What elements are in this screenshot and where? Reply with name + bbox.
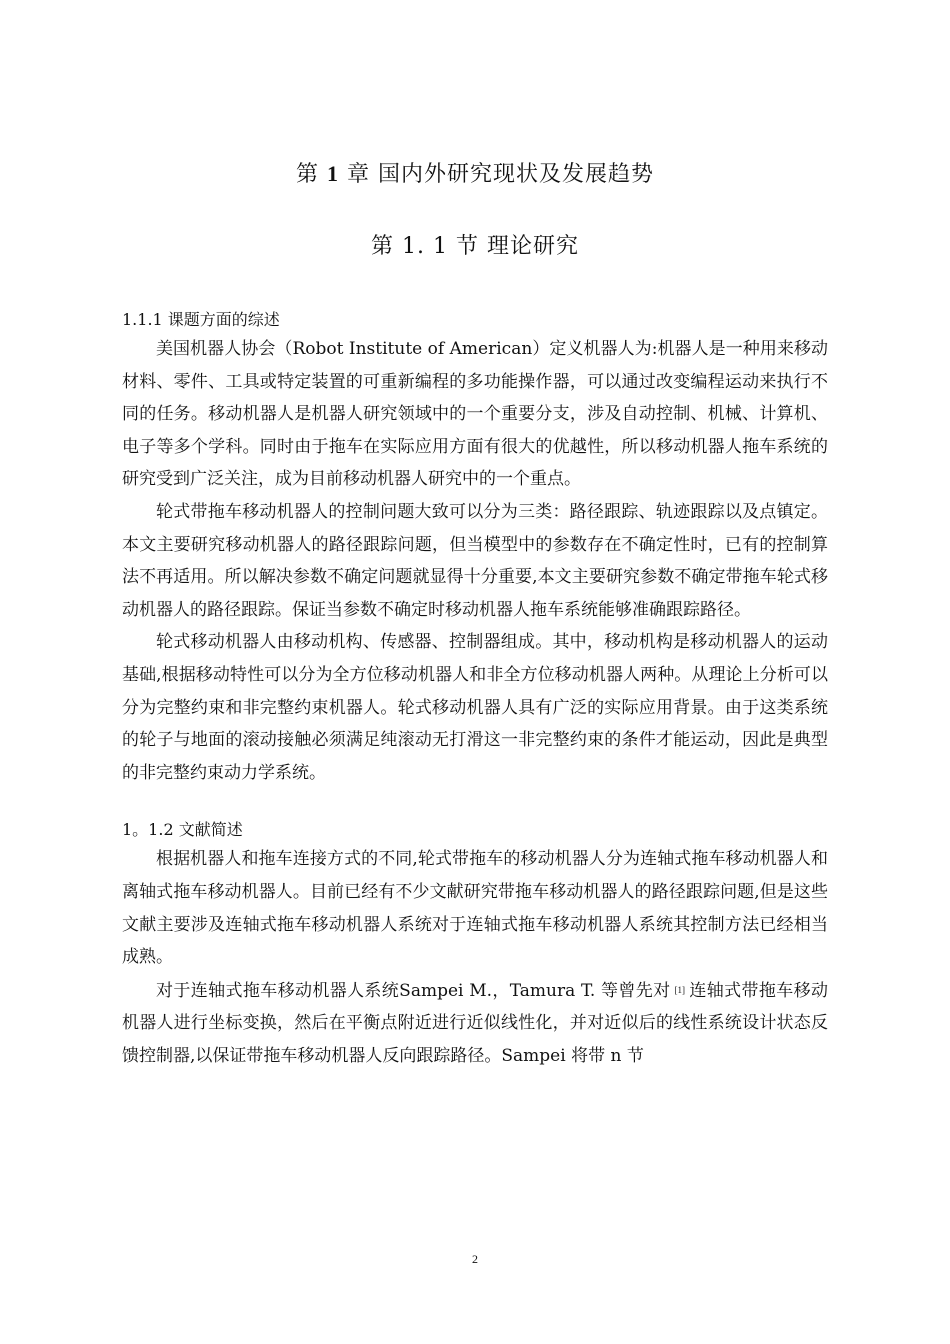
paragraph-text: 对于连轴式拖车移动机器人系统Sampei M.，Tamura T. 等曾先对 <box>156 980 671 1001</box>
paragraph-text: 连轴式带拖车移动机器人进行坐标变换，然后在平衡点附近进行近似线性化，并对近似后的线性系统设计状态反馈控制器,以保证带拖车移动机器人反向跟踪路径。Sampei 将带 n 节 <box>122 980 828 1066</box>
paragraph: 轮式移动机器人由移动机构、传感器、控制器组成。其中，移动机构是移动机器人的运动基础,根据移动特性可以分为全方位移动机器人和非全方位移动机器人两种。从理论上分析可以分为完整约束和非完整约束机器人。轮式移动机器人具有广泛的实际应用背景。由于这类系统的轮子与地面的滚动接触必须满足纯滚动无打滑这一非完整约束的条件才能运动，因此是典型的非完整约束动力学系统。 <box>122 632 828 783</box>
chapter-number: 1 <box>327 161 339 186</box>
paragraph: 根据机器人和拖车连接方式的不同,轮式带拖车的移动机器人分为连轴式拖车移动机器人和离轴式拖车移动机器人。目前已经有不少文献研究带拖车移动机器人的路径跟踪问题,但是这些文献主要涉及连轴式拖车移动机器人系统对于连轴式拖车移动机器人系统其控制方法已经相当成熟。 <box>122 849 828 968</box>
document-body <box>122 307 828 1072</box>
chapter-suffix: 章 国内外研究现状及发展趋势 <box>347 162 654 187</box>
citation-reference[interactable]: [1] <box>674 984 686 995</box>
paragraph: 美国机器人协会（Robot Institute of American）定义机器人为:机器人是一种用来移动材料、零件、工具或特定装置的可重新编程的多功能操作器，可以通过改变编程运动来执行不同的任务。移动机器人是机器人研究领域中的一个重要分支，涉及自动控制、机械、计算机、电子等多个学科。同时由于拖车在实际应用方面有很大的优越性，所以移动机器人拖车系统的研究受到广泛关注，成为目前移动机器人研究中的一个重点。 <box>122 339 828 490</box>
subsection-heading-1: 1.1.1 课题方面的综述 <box>122 310 280 329</box>
section-title: 第 1. 1 节 理论研究 <box>371 234 579 259</box>
spacer <box>122 789 828 817</box>
subsection-heading-2: 1。1.2 文献简述 <box>122 820 243 840</box>
paragraph <box>122 974 828 1073</box>
page-number: 2 <box>472 1252 478 1266</box>
chapter-prefix: 第 <box>295 162 319 187</box>
chapter-title <box>0 157 950 188</box>
paragraph: 轮式带拖车移动机器人的控制问题大致可以分为三类：路径跟踪、轨迹跟踪以及点镇定。本文主要研究移动机器人的路径跟踪问题，但当模型中的参数存在不确定性时，已有的控制算法不再适用。所以解决参数不确定问题就显得十分重要,本文主要研究参数不确定带拖车轮式移动机器人的路径跟踪。保证当参数不确定时移动机器人拖车系统能够准确跟踪路径。 <box>122 501 828 620</box>
